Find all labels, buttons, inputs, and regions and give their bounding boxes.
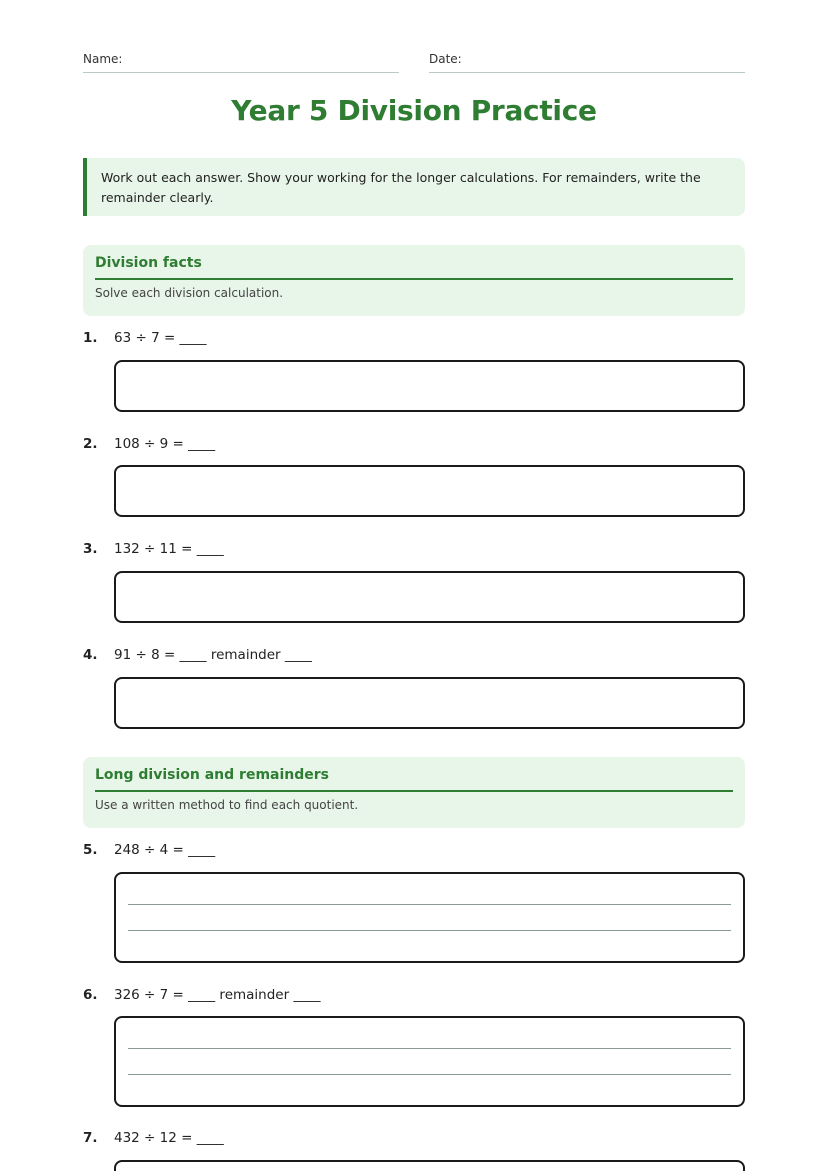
section-title: Long division and remainders bbox=[95, 767, 733, 792]
answer-box-5[interactable] bbox=[114, 872, 745, 963]
question-number: 3. bbox=[83, 541, 98, 557]
working-line bbox=[128, 1048, 731, 1049]
working-line bbox=[128, 904, 731, 905]
instructions-text: Work out each answer. Show your working for the longer calculations. For remainders, write the remainder clearly. bbox=[101, 170, 701, 205]
question-3 bbox=[83, 541, 224, 557]
section-description: Use a written method to find each quotient. bbox=[95, 798, 359, 812]
section-long-division bbox=[83, 757, 745, 828]
question-text: 108 ÷ 9 = ____ bbox=[114, 436, 216, 452]
answer-box-3[interactable] bbox=[114, 571, 745, 623]
name-label: Name: bbox=[83, 52, 123, 66]
question-text: 432 ÷ 12 = ____ bbox=[114, 1130, 224, 1146]
question-text: 132 ÷ 11 = ____ bbox=[114, 541, 224, 557]
question-text: 248 ÷ 4 = ____ bbox=[114, 842, 216, 858]
date-label: Date: bbox=[429, 52, 462, 66]
question-number: 5. bbox=[83, 842, 98, 858]
name-field[interactable] bbox=[83, 52, 399, 73]
question-number: 6. bbox=[83, 987, 98, 1003]
question-number: 4. bbox=[83, 647, 98, 663]
question-1 bbox=[83, 330, 207, 346]
section-division-facts bbox=[83, 245, 745, 316]
question-number: 1. bbox=[83, 330, 98, 346]
question-text: 326 ÷ 7 = ____ remainder ____ bbox=[114, 987, 321, 1003]
section-title: Division facts bbox=[95, 255, 733, 280]
working-line bbox=[128, 1074, 731, 1075]
question-number: 2. bbox=[83, 436, 98, 452]
answer-box-6[interactable] bbox=[114, 1016, 745, 1107]
date-field[interactable] bbox=[429, 52, 745, 73]
question-2 bbox=[83, 436, 215, 452]
question-text: 63 ÷ 7 = ____ bbox=[114, 330, 207, 346]
answer-box-1[interactable] bbox=[114, 360, 745, 412]
page-title: Year 5 Division Practice bbox=[231, 94, 597, 127]
answer-box-7[interactable] bbox=[114, 1160, 745, 1171]
instructions-box bbox=[83, 158, 745, 216]
question-4 bbox=[83, 647, 312, 663]
question-7 bbox=[83, 1130, 224, 1146]
question-6 bbox=[83, 987, 320, 1003]
question-number: 7. bbox=[83, 1130, 98, 1146]
working-line bbox=[128, 930, 731, 931]
answer-box-4[interactable] bbox=[114, 677, 745, 729]
question-5 bbox=[83, 842, 215, 858]
header-fields bbox=[83, 52, 745, 74]
section-description: Solve each division calculation. bbox=[95, 286, 284, 300]
answer-box-2[interactable] bbox=[114, 465, 745, 517]
question-text: 91 ÷ 8 = ____ remainder ____ bbox=[114, 647, 312, 663]
